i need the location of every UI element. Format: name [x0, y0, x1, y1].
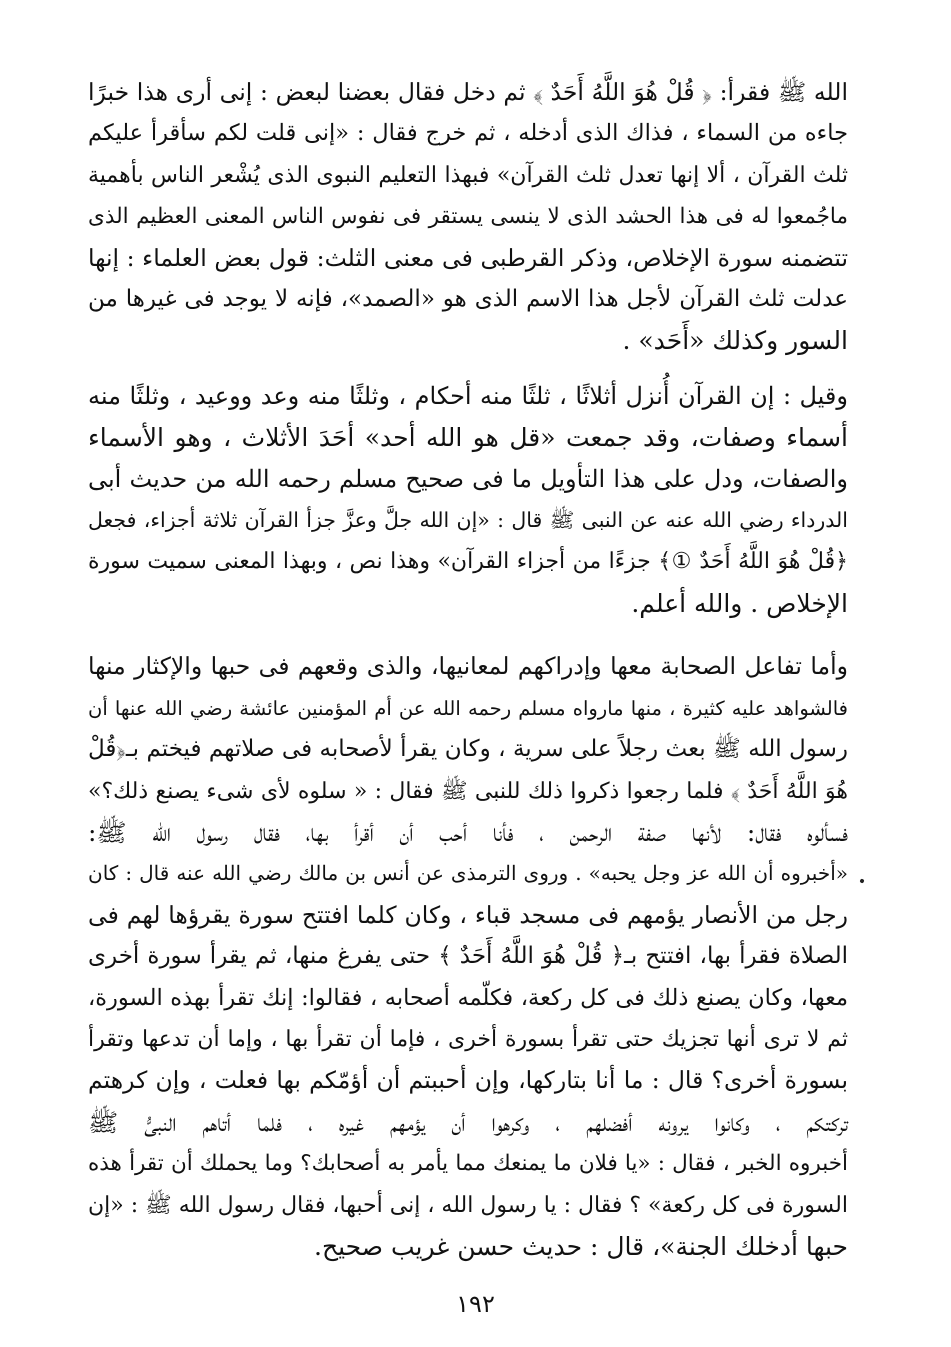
text-line: السورة فى كل ركعة» ؟ فقال : يا رسول الله ، إنى أحبها، فقال رسول الله ﷺ : «إن — [88, 1192, 848, 1218]
page-number: ١٩٢ — [456, 1290, 495, 1318]
text-line: ﴿قُلْ هُوَ اللَّهُ أَحَدٌ ①﴾ جزءًا من أجزاء القرآن» وهذا نص ، وبهذا المعنى سميت سورة — [88, 549, 848, 575]
body-text — [88, 72, 848, 1267]
text-line: «أخبروه أن الله عز وجل يحبه» . وروى الترمذى عن أنس بن مالك رضي الله عنه قال : كان — [88, 861, 848, 886]
text-line: تركتكم ، وكانوا يرونه أفضلهم ، وكرهوا أن يؤمهم غيره ، فلما أتاهم النبىُّ ﷺ — [88, 1107, 848, 1137]
text-line: ثم لا ترى أنها تجزيك حتى تقرأ بسورة أخرى ، فإما أن تقرأ بها ، وإما أن تدعها وتقرأ — [88, 1026, 848, 1052]
paragraph-3 — [88, 646, 848, 1267]
text-line: وقيل : إن القرآن أُنزل أثلاثًا ، ثلثًا منه أحكام ، وثلثًا منه وعد ووعيد ، وثلثًا منه — [88, 381, 848, 410]
text-line: عدلت ثلث القرآن لأجل هذا الاسم الذى هو «الصمد»، فإنه لا يوجد فى غيرها من — [88, 286, 848, 313]
text-line: أخبروه الخبر ، فقال : «يا فلان ما يمنعك مما يأمر به أصحابك؟ وما يحملك أن تقرأ هذه — [88, 1151, 848, 1177]
text-line: تتضمنه سورة الإخلاص، وذكر القرطبى فى معنى الثلث: قول بعض العلماء : إنها — [88, 243, 848, 272]
text-line: جاءه من السماء ، فذاك الذى أدخله ، ثم خرج فقال : «إنى قلت لكم سأقرأ عليكم — [88, 120, 848, 147]
text-line: رسول الله ﷺ بعث رجلاً على سرية ، وكان يقرأ لأصحابه فى صلاتهم فيختم بـ﴿قُلْ — [88, 736, 848, 763]
text-line: هُوَ اللَّهُ أَحَدٌ ﴾ فلما رجعوا ذكروا ذلك للنبى ﷺ فقال : « سلوه لأى شىء يصنع ذلك؟» — [88, 778, 848, 804]
text-line: معها، وكان يصنع ذلك فى كل ركعة، فكلّمه أصحابه ، فقالوا: إنك تقرأ بهذه السورة، — [88, 984, 848, 1011]
text-line: الإخلاص . والله أعلم. — [631, 588, 848, 618]
text-line: الصلاة فقرأ بها، افتتح بـ﴿ قُلْ هُوَ اللَّهُ أَحَدٌ ﴾ حتى يفرغ منها، ثم يقرأ سورة أخرى — [88, 943, 848, 970]
text-line: ماجُمعوا له فى هذا الحشد الذى لا ينسى يستقر فى نفوس الناس المعنى العظيم الذى — [88, 204, 848, 230]
text-line: بسورة أخرى؟ قال : ما أنا بتاركها، وإن أحببتم أن أؤمّكم بها فعلت ، وإن كرهتم — [88, 1066, 848, 1095]
text-line: الدرداء رضي الله عنه عن النبى ﷺ قال : «إن الله جلَّ وعزَّ جزأ القرآن ثلاثة أجزاء، فجعل — [88, 508, 848, 533]
paragraph-1 — [88, 72, 848, 362]
text-line: فالشواهد عليه كثيرة ، منها مارواه مسلم رحمه الله عن أم المؤمنين عائشة رضي الله عنها أن — [88, 696, 848, 720]
text-line: ثلث القرآن ، ألا إنها تعدل ثلث القرآن» فبهذا التعليم النبوى الذى يُشْعر الناس بأهمية — [88, 162, 848, 188]
margin-mark — [859, 878, 864, 883]
text-line: فسألوه فقال: لأنها صفة الرحمن ، فأنا أحب أن أقرأ بها، فقال رسول الله ﷺ: — [88, 817, 848, 847]
text-line: والصفات، ودل على هذا التأويل ما فى صحيح مسلم رحمه الله من حديث أبى — [88, 464, 848, 493]
text-line: حبها أدخلك الجنة»، قال : حديث حسن غريب صحيح. — [314, 1231, 848, 1261]
text-line: وأما تفاعل الصحابة معها وإدراكهم لمعانيها، والذى وقعهم فى حبها والإكثار منها — [88, 652, 848, 681]
text-line: السور وكذلك «أَحَد» . — [622, 326, 848, 356]
text-line: الله ﷺ فقرأ: ﴿ قُلْ هُوَ اللَّهُ أَحَدٌ ﴾ ثم دخل فقال بعضنا لبعض : إنى أرى هذا خبرًا — [88, 78, 848, 106]
paragraph-2 — [88, 376, 848, 624]
text-line: رجل من الأنصار يؤمهم فى مسجد قباء ، وكان كلما افتتح سورة يقرؤها لهم فى — [88, 900, 848, 929]
text-line: أسماء وصفات، وقد جمعت «قل هو الله أحد» أحَدَ الأثلاث ، وهو الأسماء — [88, 423, 848, 453]
